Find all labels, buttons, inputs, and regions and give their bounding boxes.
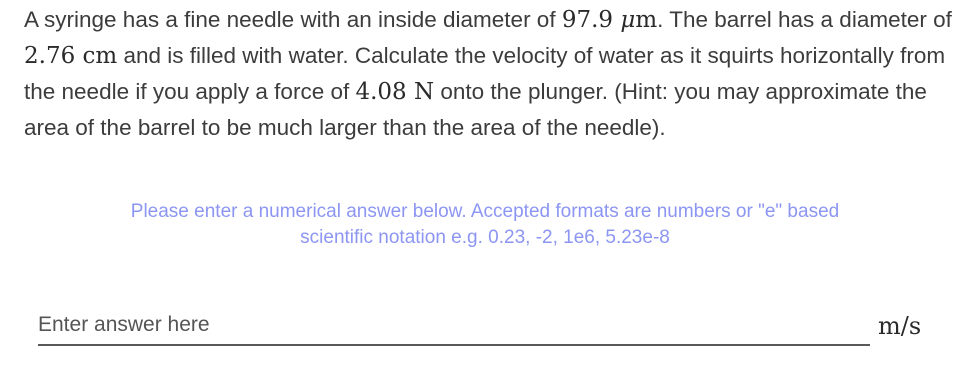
answer-unit: m/s xyxy=(878,312,922,340)
question-segment: and is filled with water. Calculate the velocity of water as it squirts horizontally from the needle if you apply a force of xyxy=(24,43,946,104)
answer-row xyxy=(38,306,938,348)
question-segment: A syringe has a fine needle with an inside diameter of xyxy=(24,7,562,32)
answer-input[interactable] xyxy=(38,306,870,346)
hint-line: Please enter a numerical answer below. Accepted formats are numbers or "e" based xyxy=(130,201,840,222)
question-segment: onto the plunger. (Hint: you may approximate the area of the barrel to be much larger than the area of the needle). xyxy=(24,79,927,140)
applied-force xyxy=(355,79,434,105)
needle-diameter-unit-prefix: μ xyxy=(620,7,636,33)
barrel-diameter-value: 2.76 xyxy=(24,43,76,69)
question-paragraph xyxy=(24,2,968,146)
barrel-diameter xyxy=(24,43,117,69)
hint-line: scientific notation e.g. 0.23, -2, 1e6, 5.23e-8 xyxy=(300,227,670,248)
needle-diameter xyxy=(562,7,657,33)
needle-diameter-unit: m xyxy=(635,7,658,33)
force-unit: N xyxy=(414,79,435,105)
answer-format-hint xyxy=(0,199,970,251)
question-text xyxy=(24,2,968,146)
barrel-diameter-unit: cm xyxy=(82,43,118,69)
needle-diameter-value: 97.9 xyxy=(561,7,614,33)
question-segment: . The barrel has a diameter of xyxy=(657,7,952,32)
force-value: 4.08 xyxy=(355,79,407,105)
